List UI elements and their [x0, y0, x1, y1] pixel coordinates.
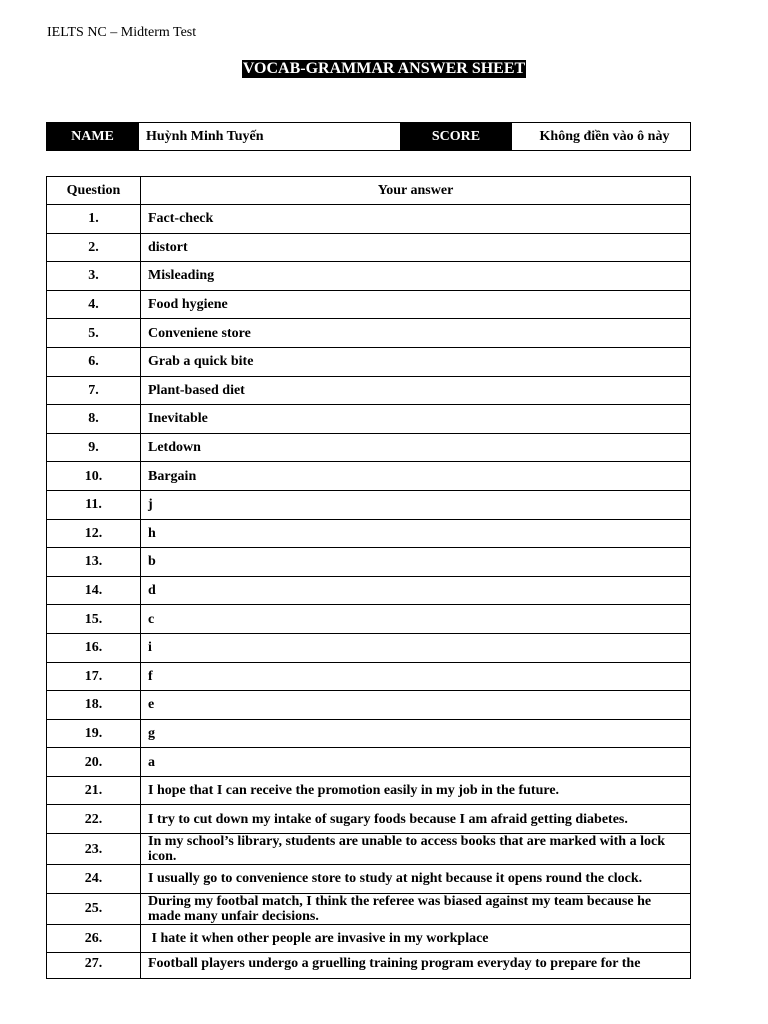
- answer-cell: During my footbal match, I think the referee was biased against my team because he made many unfair decisions.: [141, 893, 691, 924]
- answer-cell: Fact-check: [141, 205, 691, 234]
- table-row: [47, 662, 691, 691]
- question-number: 18.: [47, 691, 141, 720]
- answer-cell: I try to cut down my intake of sugary foods because I am afraid getting diabetes.: [141, 805, 691, 834]
- page-title: VOCAB-GRAMMAR ANSWER SHEET: [242, 60, 526, 77]
- question-number: 11.: [47, 490, 141, 519]
- table-row: [47, 776, 691, 805]
- answer-cell: g: [141, 719, 691, 748]
- table-row: [47, 433, 691, 462]
- table-row: [47, 834, 691, 865]
- table-row: [47, 462, 691, 491]
- answer-cell: h: [141, 519, 691, 548]
- test-title: IELTS NC – Midterm Test: [47, 25, 197, 40]
- question-number: 24.: [47, 865, 141, 894]
- answer-cell: i: [141, 633, 691, 662]
- table-row: [47, 347, 691, 376]
- table-row: [47, 633, 691, 662]
- answer-cell: c: [141, 605, 691, 634]
- table-row: [47, 405, 691, 434]
- answer-cell: I hate it when other people are invasive in my workplace: [141, 924, 691, 953]
- question-number: 5.: [47, 319, 141, 348]
- question-number: 10.: [47, 462, 141, 491]
- answer-cell: distort: [141, 233, 691, 262]
- answer-cell: Food hygiene: [141, 290, 691, 319]
- table-row: [47, 576, 691, 605]
- answer-cell: Conveniene store: [141, 319, 691, 348]
- table-row: [47, 605, 691, 634]
- question-number: 12.: [47, 519, 141, 548]
- question-number: 20.: [47, 748, 141, 777]
- table-row: [47, 865, 691, 894]
- question-number: 22.: [47, 805, 141, 834]
- table-row: [47, 924, 691, 953]
- table-row: [47, 805, 691, 834]
- answer-cell: Football players undergo a gruelling training program everyday to prepare for the: [141, 953, 691, 979]
- name-label: NAME: [47, 123, 139, 151]
- table-row: [47, 319, 691, 348]
- table-row: [47, 953, 691, 979]
- answer-cell: b: [141, 548, 691, 577]
- answer-table: [46, 176, 691, 979]
- question-number: 17.: [47, 662, 141, 691]
- table-row: [47, 205, 691, 234]
- question-number: 26.: [47, 924, 141, 953]
- question-number: 19.: [47, 719, 141, 748]
- table-row: [47, 719, 691, 748]
- table-row: [47, 376, 691, 405]
- question-number: 23.: [47, 834, 141, 865]
- question-number: 27.: [47, 953, 141, 979]
- question-number: 13.: [47, 548, 141, 577]
- question-number: 15.: [47, 605, 141, 634]
- table-row: [47, 548, 691, 577]
- answer-cell: f: [141, 662, 691, 691]
- answer-cell: Misleading: [141, 262, 691, 291]
- answer-cell: j: [141, 490, 691, 519]
- name-value: Huỳnh Minh Tuyến: [139, 123, 401, 151]
- question-number: 4.: [47, 290, 141, 319]
- answer-cell: I usually go to convenience store to study at night because it opens round the clock.: [141, 865, 691, 894]
- question-number: 3.: [47, 262, 141, 291]
- answer-cell: a: [141, 748, 691, 777]
- question-number: 2.: [47, 233, 141, 262]
- table-row: [47, 262, 691, 291]
- question-number: 9.: [47, 433, 141, 462]
- table-row: [47, 748, 691, 777]
- table-row: [47, 290, 691, 319]
- score-value: Không điền vào ô này: [512, 123, 691, 151]
- question-number: 8.: [47, 405, 141, 434]
- question-number: 16.: [47, 633, 141, 662]
- student-info-table: [46, 122, 691, 151]
- answer-cell: e: [141, 691, 691, 720]
- question-column-header: Question: [47, 177, 141, 205]
- table-row: [47, 233, 691, 262]
- table-row: [47, 490, 691, 519]
- question-number: 25.: [47, 893, 141, 924]
- table-header-row: [47, 177, 691, 205]
- answer-cell: d: [141, 576, 691, 605]
- answer-cell: In my school’s library, students are unable to access books that are marked with a lock icon.: [141, 834, 691, 865]
- question-number: 1.: [47, 205, 141, 234]
- answer-cell: Bargain: [141, 462, 691, 491]
- answer-cell: Letdown: [141, 433, 691, 462]
- table-row: [47, 691, 691, 720]
- answer-cell: Grab a quick bite: [141, 347, 691, 376]
- score-label: SCORE: [401, 123, 512, 151]
- question-number: 14.: [47, 576, 141, 605]
- question-number: 6.: [47, 347, 141, 376]
- answer-cell: Inevitable: [141, 405, 691, 434]
- table-row: [47, 519, 691, 548]
- answer-cell: Plant-based diet: [141, 376, 691, 405]
- question-number: 7.: [47, 376, 141, 405]
- question-number: 21.: [47, 776, 141, 805]
- table-row: [47, 893, 691, 924]
- answer-column-header: Your answer: [141, 177, 691, 205]
- answer-cell: I hope that I can receive the promotion easily in my job in the future.: [141, 776, 691, 805]
